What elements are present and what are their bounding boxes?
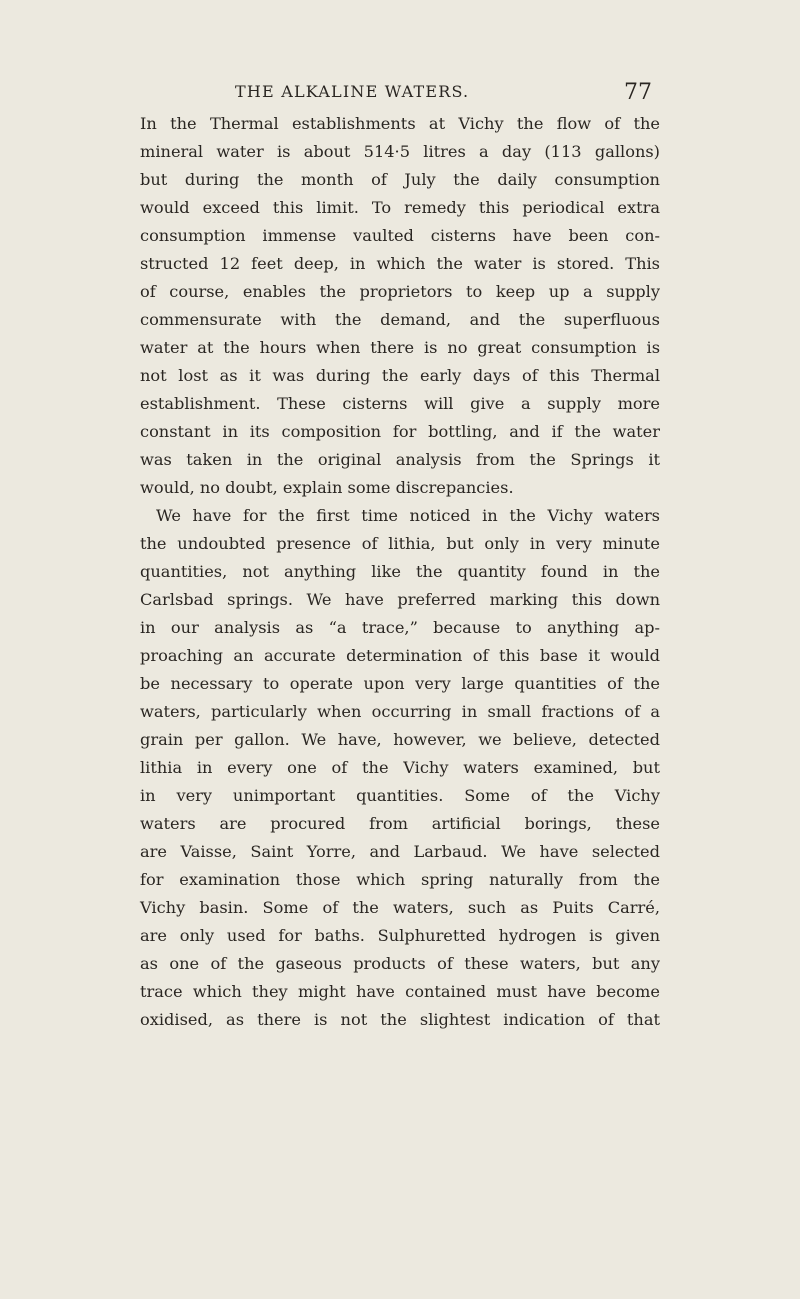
page-header bbox=[150, 82, 652, 108]
text-line: in very unimportant quantities. Some of the Vichy bbox=[140, 786, 660, 805]
text-line: mineral water is about 514·5 litres a day (113 gallons) bbox=[140, 142, 660, 161]
page-number: 77 bbox=[624, 80, 652, 105]
text-line: was taken in the original analysis from the Springs it bbox=[140, 450, 660, 469]
running-title: THE ALKALINE WATERS. bbox=[235, 82, 470, 101]
text-line: lithia in every one of the Vichy waters examined, but bbox=[140, 758, 660, 777]
text-line: as one of the gaseous products of these waters, but any bbox=[140, 954, 660, 973]
text-line: but during the month of July the daily consumption bbox=[140, 170, 660, 189]
text-line: consumption immense vaulted cisterns have been con- bbox=[140, 226, 660, 245]
text-line: waters, particularly when occurring in small fractions of a bbox=[140, 702, 660, 721]
text-line: would, no doubt, explain some discrepancies. bbox=[140, 478, 514, 497]
text-line: waters are procured from artificial borings, these bbox=[140, 814, 660, 833]
text-line: In the Thermal establishments at Vichy the flow of the bbox=[140, 114, 660, 133]
paragraph-2 bbox=[140, 502, 660, 1034]
text-line: grain per gallon. We have, however, we believe, detected bbox=[140, 730, 660, 749]
body-text bbox=[140, 110, 660, 1034]
text-line: quantities, not anything like the quantity found in the bbox=[140, 562, 660, 581]
text-line: are only used for baths. Sulphuretted hydrogen is given bbox=[140, 926, 660, 945]
text-line: in our analysis as “a trace,” because to anything ap- bbox=[140, 618, 660, 637]
text-line: oxidised, as there is not the slightest indication of that bbox=[140, 1010, 660, 1029]
text-line: trace which they might have contained must have become bbox=[140, 982, 660, 1001]
text-line: proaching an accurate determination of this base it would bbox=[140, 646, 660, 665]
text-line: structed 12 feet deep, in which the water is stored. This bbox=[140, 254, 660, 273]
text-line: not lost as it was during the early days of this Thermal bbox=[140, 366, 660, 385]
text-line: establishment. These cisterns will give a supply more bbox=[140, 394, 660, 413]
text-line: for examination those which spring naturally from the bbox=[140, 870, 660, 889]
text-line: water at the hours when there is no great consumption is bbox=[140, 338, 660, 357]
text-line: commensurate with the demand, and the superfluous bbox=[140, 310, 660, 329]
text-line: of course, enables the proprietors to keep up a supply bbox=[140, 282, 660, 301]
text-line: be necessary to operate upon very large quantities of the bbox=[140, 674, 660, 693]
text-line: constant in its composition for bottling, and if the water bbox=[140, 422, 660, 441]
text-line: the undoubted presence of lithia, but only in very minute bbox=[140, 534, 660, 553]
text-line: We have for the first time noticed in the Vichy waters bbox=[156, 506, 660, 525]
text-line: Carlsbad springs. We have preferred marking this down bbox=[140, 590, 660, 609]
text-line: Vichy basin. Some of the waters, such as Puits Carré, bbox=[140, 898, 660, 917]
text-line: would exceed this limit. To remedy this periodical extra bbox=[140, 198, 660, 217]
paragraph-1 bbox=[140, 110, 660, 502]
text-line: are Vaisse, Saint Yorre, and Larbaud. We have selected bbox=[140, 842, 660, 861]
